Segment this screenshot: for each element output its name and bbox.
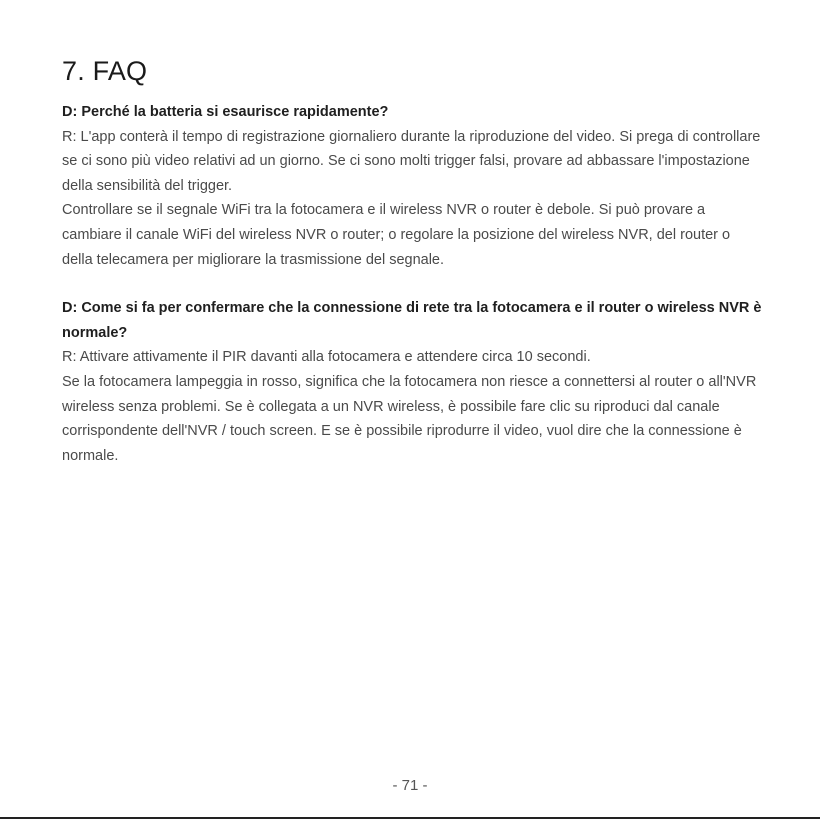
faq-question: D: Come si fa per confermare che la connessione di rete tra la fotocamera e il router o wireless NVR è normale? — [62, 300, 762, 341]
page-title: 7. FAQ — [62, 56, 148, 86]
faq-answer-paragraph: Controllare se il segnale WiFi tra la fotocamera e il wireless NVR o router è debole. Si può provare a cambiare il canale WiFi del wireless NVR o router; o regolare la posizione del wireless NVR, del router o della telecamera per migliorare la trasmissione del segnale. — [62, 202, 731, 268]
faq-item-network — [62, 296, 762, 468]
faq-section — [62, 100, 762, 492]
bottom-divider — [0, 817, 820, 819]
page-number: - 71 - — [392, 777, 428, 794]
faq-question: D: Perché la batteria si esaurisce rapidamente? — [62, 104, 389, 120]
faq-item-battery — [62, 100, 762, 272]
faq-answer-paragraph: Se la fotocamera lampeggia in rosso, significa che la fotocamera non riesce a connettersi al router o all'NVR wireless senza problemi. Se è collegata a un NVR wireless, è possibile fare clic su riproduci dal canale corrispondente dell'NVR / touch screen. E se è possibile riprodurre il video, vuol dire che la connessione è normale. — [62, 373, 757, 464]
faq-answer-paragraph: R: L'app conterà il tempo di registrazione giornaliero durante la riproduzione del video. Si prega di controllare se ci sono più video relativi ad un giorno. Se ci sono molti trigger falsi, provare ad abbassare l'impostazione della sensibilità del trigger. — [62, 128, 761, 194]
faq-answer-paragraph: R: Attivare attivamente il PIR davanti alla fotocamera e attendere circa 10 secondi. — [62, 349, 591, 366]
